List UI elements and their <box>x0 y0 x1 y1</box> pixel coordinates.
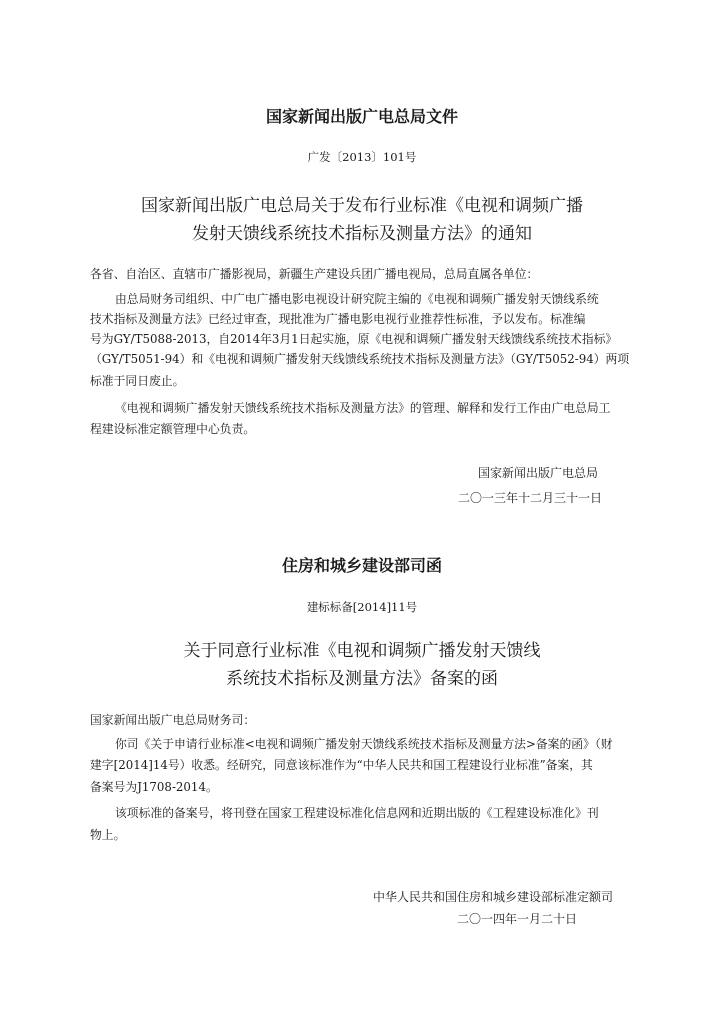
doc2-title-line-2: 系统技术指标及测量方法》备案的函 <box>226 669 498 689</box>
doc2-title-line-1: 关于同意行业标准《电视和调频广播发射天馈线 <box>183 641 541 661</box>
doc1-title-line-1: 国家新闻出版广电总局关于发布行业标准《电视和调频广播 <box>141 196 583 216</box>
doc1-document-number: 广发〔2013〕101号 <box>307 150 417 164</box>
doc2-signature-date: 二〇一四年一月二十日 <box>457 912 578 926</box>
doc1-para2-line: 程建设标准定额管理中心负责。 <box>90 422 256 436</box>
doc2-para1-line: 建字[2014]14号）收悉。经研究，同意该标准作为“中华人民共和国工程建设行业标准”备案，其 <box>90 758 593 772</box>
doc2-header: 住房和城乡建设部司函 <box>281 556 442 575</box>
doc2-document-number: 建标标备[2014]11号 <box>306 600 418 614</box>
doc1-salutation: 各省、自治区、直辖市广播影视局，新疆生产建设兵团广播电视局，总局直属各单位： <box>90 267 539 281</box>
doc1-signature-org: 国家新闻出版广电总局 <box>478 466 599 480</box>
doc1-para1-line: 由总局财务司组织、中广电广播电影电视设计研究院主编的《电视和调频广播发射天馈线系统 <box>115 292 599 306</box>
doc2-salutation: 国家新闻出版广电总局财务司： <box>90 713 256 727</box>
doc1-signature-date: 二〇一三年十二月三十一日 <box>458 491 603 505</box>
doc1-para1-line: 号为GY/T5088-2013，自2014年3月1日起实施，原《电视和调频广播发射天线馈线系统技术指标》 <box>90 332 618 346</box>
doc1-header: 国家新闻出版广电总局文件 <box>265 107 458 126</box>
doc1-para1-line: 标准于同日废止。 <box>90 374 185 388</box>
doc1-para1-line: 技术指标及测量方法》已经过审查，现批准为广播电影电视行业推荐性标准，予以发布。标准编 <box>90 312 586 326</box>
doc2-para1-line: 你司《关于申请行业标准<电视和调频广播发射天馈线系统技术指标及测量方法>备案的函》（财 <box>115 737 613 751</box>
doc2-para1-line: 备案号为J1708-2014。 <box>90 780 218 794</box>
doc2-para2-line: 物上。 <box>90 828 126 842</box>
doc2-para2-line: 该项标准的备案号，将刊登在国家工程建设标准化信息网和近期出版的《工程建设标准化》刊 <box>115 806 599 820</box>
doc1-para1-line: （GY/T5051-94）和《电视和调频广播发射天线馈线系统技术指标及测量方法》（GY/T5052-94）两项 <box>90 352 630 366</box>
doc1-para2-line: 《电视和调频广播发射天馈线系统技术指标及测量方法》的管理、解释和发行工作由广电总局工 <box>115 401 611 415</box>
doc1-title-line-2: 发射天馈线系统技术指标及测量方法》的通知 <box>192 224 532 244</box>
doc2-signature-org: 中华人民共和国住房和城乡建设部标准定额司 <box>373 890 614 904</box>
